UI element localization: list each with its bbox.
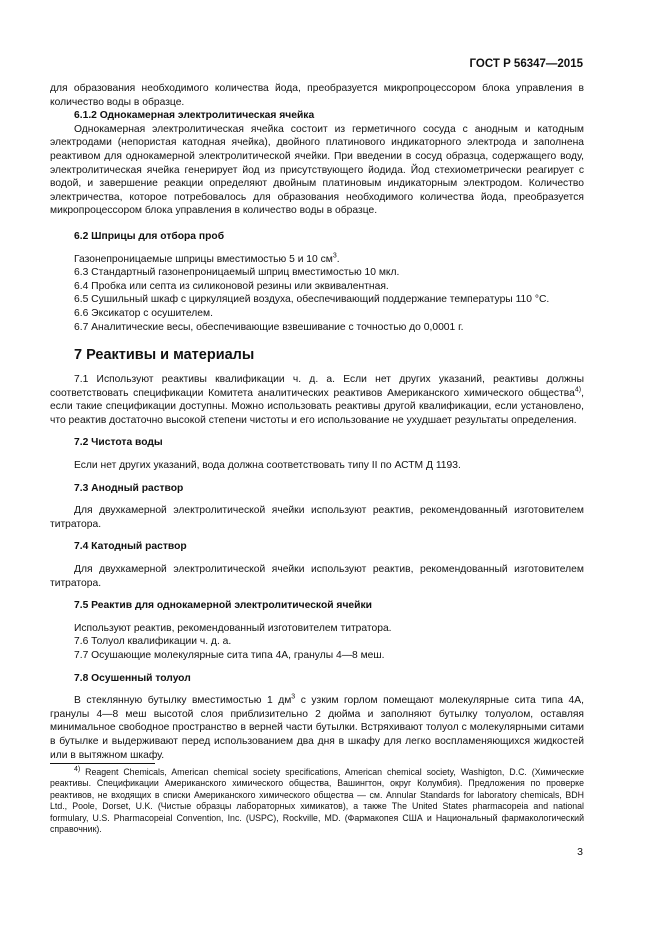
continuation-paragraph: для образования необходимого количества йода, преобразуется микропроцессором блока управления в количество воды в образце. [50,83,584,108]
standard-code-header: ГОСТ Р 56347—2015 [469,58,583,70]
footnote-ref: 4) [574,386,582,394]
section-7-5-text: Используют реактив, рекомендованный изготовителем титратора. [74,622,392,634]
section-7-4-text: Для двухкамерной электролитической ячейки используют реактив, рекомендованный изготовителем титратора. [50,564,584,589]
footnote-text: $^{4)}$ Reagent Chemicals, American chemical society specifications, American chemical society, Washigton, D.C. (Химические реактивы. Спецификации Американского химического общества, Вашингтон, округ Колумбия). Предложения по проверке реактивов, не входящих в списки Американского химического общества — см. Annular Standards for laboratory chemicals, BDH Ltd., Poole, Dorset, U.K. (Чистые образцы лабораторных химикатов), а также The United States pharmacopeia and national formulary, U.S. Pharmacopeial Convention, Inc. (USPC), Rockville, MD. (Фармакопея США и Национальный фармакологический справочник). [50,766,584,835]
section-6-2-text: Газонепроницаемые шприцы вместимостью 5 и 10 $см^3$. [74,252,340,265]
page-content [50,82,584,762]
section-7-2-heading: 7.2 Чистота воды [74,437,163,449]
section-7-2-text: Если нет других указаний, вода должна соответствовать типу II по АСТМ Д 1193. [74,460,461,472]
section-6-3: 6.3 Стандартный газонепроницаемый шприц вместимостью 10 мкл. [74,267,400,279]
section-7-4-heading: 7.4 Катодный раствор [74,541,187,553]
section-6-6: 6.6 Эксикатор с осушителем. [74,307,213,319]
section-6-1-2-heading: 6.1.2 Однокамерная электролитическая ячейка [74,110,315,122]
section-6-4: 6.4 Пробка или септа из силиконовой резины или эквивалентная. [74,280,389,292]
section-7-8-heading: 7.8 Осушенный толуол [74,672,191,684]
section-7-8-text: В стеклянную бутылку вместимостью 1 $дм^3$ с узким горлом помещают молекулярные сита типа 4А, гранулы 4—8 меш высотой слоя приблизительно 2 дюйма и заполняют бутылку толуолом, оставляя минимальное свободное пространство в верней части бутылки. Встряхивают толуол с молекулярными ситами в бутылке и выдерживают перед использованием два дня в шкафу для легко воспламеняющихся жидкостей или в вытяжном шкафу. [50,693,584,761]
section-6-1-2-text: Однокамерная электролитическая ячейка состоит из герметичного сосуда с анодным и катодным электродами (непористая катодная ячейка), двойного платинового индикаторного электрода и заполнена реактивом для однокамерной электролитической ячейки. При введении в сосуд образца, содержащего воду, электролитическая ячейка генерирует йод из присутствующего йодида. Йод стехиометрически реагирует с водой, и завершение реакции определяют двойным платиновым индикаторным электродом. Количество электричества, которое потребовалось для образования необходимого количества йода, преобразуется микропроцессором блока управления в количество воды в образце. [50,123,584,217]
footnote-marker: 4) [74,766,81,774]
section-7-5-heading: 7.5 Реактив для однокамерной электролитической ячейки [74,600,372,612]
section-6-2-heading: 6.2 Шприцы для отбора проб [74,230,225,242]
section-7-1-text: 7.1 Используют реактивы квалификации ч. д. а. Если нет других указаний, реактивы должны соответствовать спецификации Комитета аналитических реактивов Американского химического общества$^{4)}$, если такие спецификации доступны. Можно использовать реактивы другой квалификации, если установлено, что реактив достаточно высокой степени чистоты и его использование не ухудшает результаты определения. [50,374,584,426]
section-7-heading: 7 Реактивы и материалы [74,347,255,364]
footnote [50,767,584,835]
page-number: 3 [577,846,583,858]
section-6-7: 6.7 Аналитические весы, обеспечивающие взвешивание с точностью до 0,0001 г. [74,321,464,333]
section-7-7: 7.7 Осушающие молекулярные сита типа 4А, гранулы 4—8 меш. [74,650,385,661]
section-7-3-text: Для двухкамерной электролитической ячейки используют реактив, рекомендованный изготовителем титратора. [50,505,584,530]
footnote-divider [50,763,155,764]
section-7-3-heading: 7.3 Анодный раствор [74,482,184,494]
section-6-5: 6.5 Сушильный шкаф с циркуляцией воздуха, обеспечивающий поддержание температуры 110 °С. [74,294,550,306]
section-7-6: 7.6 Толуол квалификации ч. д. а. [74,636,232,648]
